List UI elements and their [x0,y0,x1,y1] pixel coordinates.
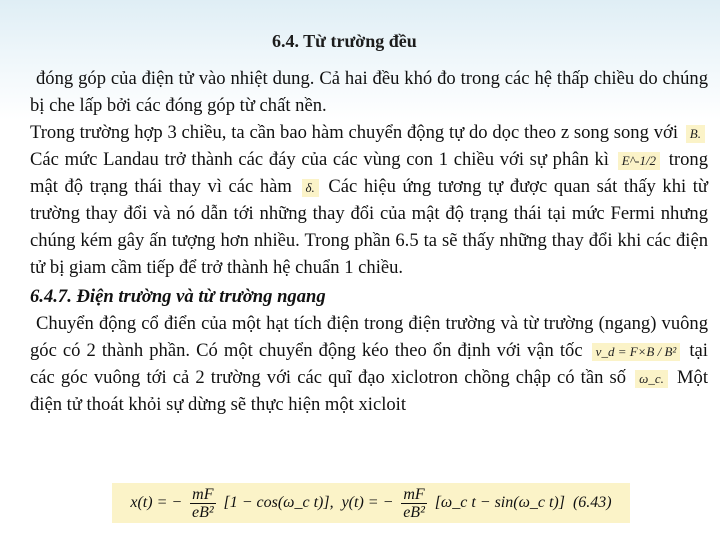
section-heading: 6.4.7. Điện trường và từ trường ngang [30,286,326,307]
paragraph-2-text-a: Trong trường hợp 3 chiều, ta cần bao hàm chuyển động tự do dọc theo z song song với [30,122,678,143]
paragraph-1: đóng góp của điện tử vào nhiệt dung. Cả hai đều khó đo trong các hệ thấp chiều do chúng bị che lấp bởi các đóng góp từ chất nền. [30,68,708,116]
equation-number: (6.43) [572,494,612,511]
slide-title: 6.4. Từ trường đều [272,31,417,51]
y-denominator: eB² [403,503,425,521]
paragraph-3 [30,310,708,418]
math-b-field: B. [686,125,705,143]
x-fraction [190,486,215,521]
paragraph-2 [30,119,708,281]
y-fraction [401,486,426,521]
x-lhs: x(t) = − [130,494,183,511]
x-denominator: eB² [192,503,214,521]
paragraph-3-text-b: tại các góc vuông tới cả 2 trường với các quĩ đạo xiclotron chồng chập có tần số [30,340,708,388]
x-rhs: [1 − cos(ω_c t)], [223,494,334,511]
paragraph-3-text-c: Một điện tử thoát khỏi sự dừng sẽ thực hiện một xicloit [30,367,708,415]
paragraph-2-text-d: Các hiệu ứng tương tự được quan sát thấy khi từ trường thay đổi và nó dẫn tới những thay đổi của mật độ trạng thái tại mức Fermi nhưng chúng kém gây ấn tượng hơn nhiều. Trong phần 6.5 ta sẽ thấy những thay đổi khi các điện tử bị giam cầm tiếp để trở thành hệ chuẩn 1 chiều. [30,176,709,278]
y-lhs: y(t) = − [341,494,394,511]
math-drift-velocity: v_d = F×B / B² [592,343,681,361]
equation-6-43 [112,483,630,523]
paragraph-3-text-a: Chuyển động cổ điển của một hạt tích điện trong điện trường và từ trường (ngang) vuông góc có 2 thành phần. Có một chuyển động kéo theo ổn định với vận tốc [30,313,708,361]
math-cyclotron-frequency: ω_c. [635,370,668,388]
x-numerator: mF [192,485,214,503]
slide-content [30,65,708,418]
y-numerator: mF [403,485,425,503]
math-delta: δ. [302,179,319,197]
paragraph-2-text-b: Các mức Landau trở thành các đáy của các vùng con 1 chiều với sự phân kì [30,149,609,170]
math-energy-divergence: E^-1/2 [618,152,660,170]
paragraph-2-text-c: trong mật độ trạng thái thay vì các hàm [30,149,709,197]
y-rhs: [ω_c t − sin(ω_c t)] [434,494,565,511]
